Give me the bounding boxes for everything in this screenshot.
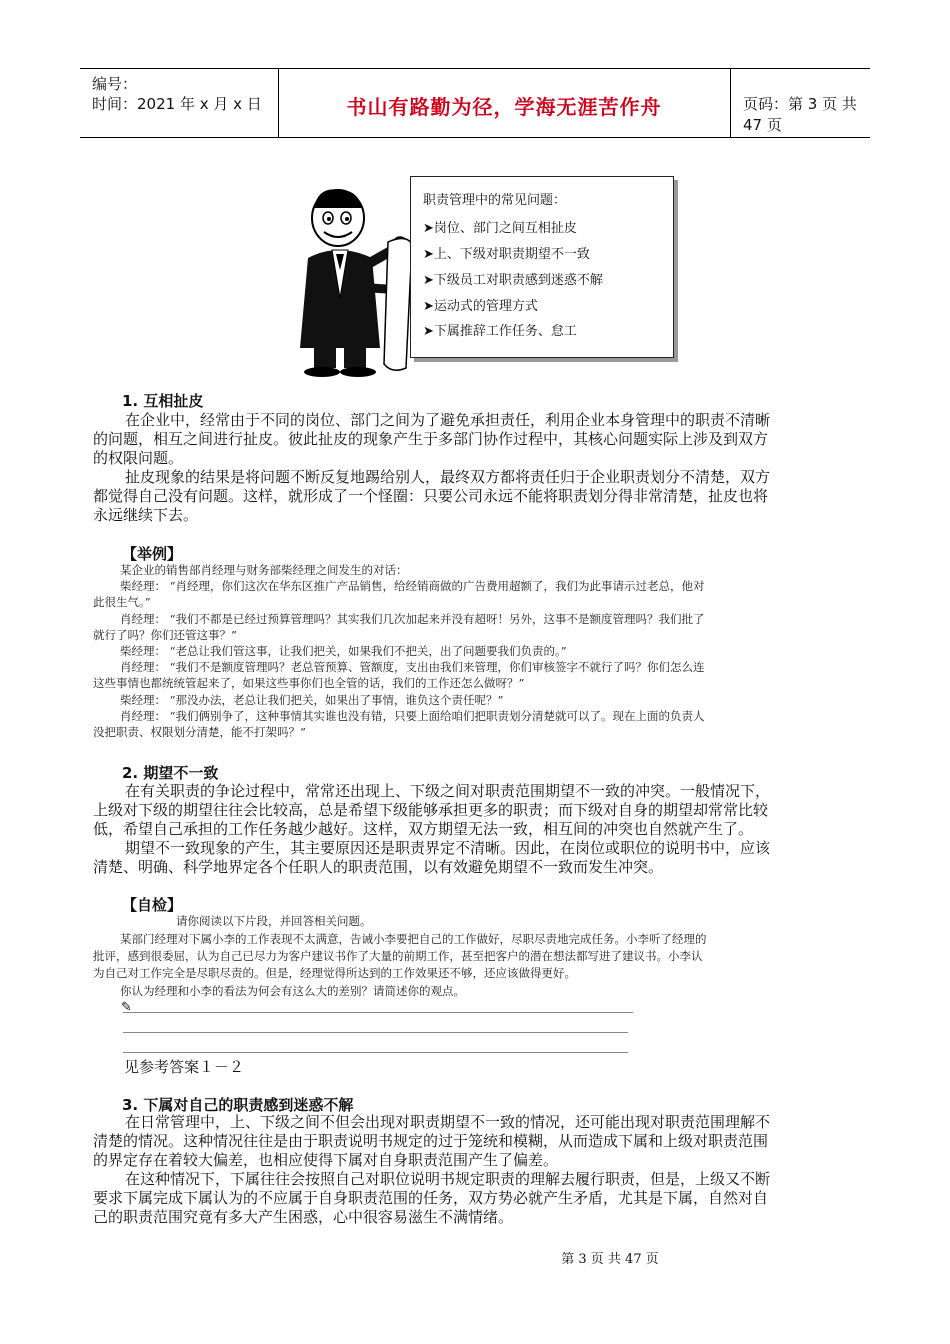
date-line: 时间：2021 年 x 月 x 日 (92, 95, 262, 113)
paragraph-line: 上级对下级的期望往往会比较高，总是希望下级能够承担更多的职责；而下级对自身的期望却常常比较 (93, 801, 769, 819)
header-right-cell (731, 69, 870, 137)
dialogue-line: 肖经理： “我们不是额度管理吗？老总管预算、管额度，支出由我们来管理，你们审核签字不就行了吗？你们怎么连 (120, 660, 705, 674)
paragraph-line: 清楚的情况。这种情况往往是由于职责说明书规定的过于笼统和模糊，从而造成下属和上级对职责范围 (93, 1132, 769, 1150)
dialogue-line: 就行了吗？你们还管这事？” (93, 628, 237, 642)
selfcheck-heading: 【自检】 (122, 896, 183, 914)
paragraph-line: 己的职责范围究竟有多大产生困惑，心中很容易滋生不满情绪。 (93, 1208, 514, 1226)
dialogue-line: 柴经理： “老总让我们管这事，让我们把关，如果我们不把关，出了问题要我们负责的。” (120, 644, 567, 658)
note-item: ➤运动式的管理方式 (423, 299, 538, 314)
paragraph-line: 永远继续下去。 (93, 506, 199, 524)
paragraph-line: 的问题，相互之间进行扯皮。彼此扯皮的现象产生于多部门协作过程中，其核心问题实际上涉及到双方 (93, 430, 769, 448)
header-middle-cell (278, 69, 731, 137)
dialogue-line: 肖经理： “我们不都是已经过预算管理吗？其实我们几次加起来并没有超呀！另外，这事不是额度管理吗？我们批了 (120, 612, 705, 626)
paragraph-line: 在企业中，经常由于不同的岗位、部门之间为了避免承担责任，利用企业本身管理中的职责不清晰 (125, 411, 771, 429)
header-table (80, 68, 870, 138)
header-left-cell (80, 69, 279, 137)
paragraph-line: 的权限问题。 (93, 449, 184, 467)
dialogue-line: 这些事情也都统统管起来了，如果这些事你们也全管的话，我们的工作还怎么做呀？” (93, 676, 525, 690)
selfcheck-line: 请你阅读以下片段，并回答相关问题。 (176, 914, 372, 928)
paragraph-line: 都觉得自己没有问题。这样，就形成了一个怪圈：只要公司永远不能将职责划分得非常清楚，扯皮也将 (93, 487, 769, 505)
paragraph-line: 在有关职责的争论过程中，常常还出现上、下级之间对职责范围期望不一致的冲突。一般情况下， (125, 782, 771, 800)
note-item: ➤下级员工对职责感到迷惑不解 (423, 273, 603, 288)
selfcheck-line: 批评，感到很委屈，认为自己已尽力为客户建议书作了大量的前期工作，甚至把客户的潜在想法都写进了建议书。小李认 (93, 949, 703, 963)
answer-line[interactable] (123, 1032, 628, 1033)
paragraph-line: 要求下属完成下属认为的不应属于自身职责范围的任务，双方势必就产生矛盾，尤其是下属，自然对自 (93, 1189, 769, 1207)
paragraph-line: 在这种情况下，下属往往会按照自己对职位说明书规定职责的理解去履行职责，但是，上级又不断 (125, 1170, 771, 1188)
selfcheck-line: 你认为经理和小李的看法为何会有这么大的差别？请简述你的观点。 (120, 984, 465, 998)
paragraph-line: 清楚、明确、科学地界定各个任职人的职责范围，以有效避免期望不一致而发生冲突。 (93, 858, 664, 876)
businessman-illustration (288, 178, 418, 378)
dialogue-line: 没把职责、权限划分清楚，能不打架吗？” (93, 725, 306, 739)
answer-line[interactable] (123, 1012, 633, 1013)
note-item: ➤上、下级对职责期望不一致 (423, 247, 590, 262)
answer-line[interactable] (123, 1052, 628, 1053)
slogan: 书山有路勤为径，学海无涯苦作舟 (346, 95, 662, 119)
section-heading: 1. 互相扯皮 (122, 392, 204, 410)
answer-reference: 见参考答案１－２ (124, 1058, 245, 1076)
note-title: 职责管理中的常见问题： (423, 193, 567, 208)
dialogue-line: 肖经理： “我们俩别争了，这种事情其实谁也没有错，只要上面给咱们把职责划分清楚就可以了。现在上面的负责人 (120, 709, 705, 723)
dialogue-line: 此很生气。” (93, 595, 151, 609)
dialogue-line: 某企业的销售部肖经理与财务部柴经理之间发生的对话： (120, 563, 408, 577)
selfcheck-line: 某部门经理对下属小李的工作表现不太满意，告诫小李要把自己的工作做好，尽职尽责地完成任务。小李听了经理的 (120, 932, 707, 946)
problems-note (410, 176, 674, 358)
selfcheck-line: 为自己对工作完全是尽职尽责的。但是，经理觉得所达到的工作效果还不够，还应该做得更好。 (93, 966, 576, 980)
page-footer: 第 3 页 共 47 页 (561, 1252, 659, 1267)
section-heading: 2. 期望不一致 (122, 764, 219, 782)
example-heading: 【举例】 (122, 545, 183, 563)
paragraph-line: 在日常管理中，上、下级之间不但会出现对职责期望不一致的情况，还可能出现对职责范围理解不 (125, 1113, 771, 1131)
cartoon-figure (288, 168, 688, 378)
paragraph-line: 扯皮现象的结果是将问题不断反复地踢给别人，最终双方都将责任归于企业职责划分不清楚，双方 (125, 468, 771, 486)
paragraph-line: 低，希望自己承担的工作任务越少越好。这样，双方期望无法一致，相互间的冲突也自然就产生了。 (93, 820, 754, 838)
number-label: 编号： (92, 75, 138, 93)
dialogue-line: 柴经理： “那没办法，老总让我们把关，如果出了事情，谁负这个责任呢？” (120, 693, 504, 707)
dialogue-line: 柴经理： “肖经理，你们这次在华东区推广产品销售，给经销商做的广告费用超额了，我们为此事请示过老总，他对 (120, 579, 705, 593)
note-item: ➤下属推辞工作任务、怠工 (423, 324, 577, 339)
paragraph-line: 期望不一致现象的产生，其主要原因还是职责界定不清晰。因此，在岗位或职位的说明书中，应该 (125, 839, 771, 857)
section-heading: 3. 下属对自己的职责感到迷惑不解 (122, 1096, 354, 1114)
note-item: ➤岗位、部门之间互相扯皮 (423, 221, 577, 236)
paragraph-line: 的界定存在着较大偏差，也相应使得下属对自身职责范围产生了偏差。 (93, 1151, 559, 1169)
pen-icon: ✎ (121, 1000, 132, 1015)
page-info: 页码：第 3 页 共 47 页 (743, 95, 857, 134)
